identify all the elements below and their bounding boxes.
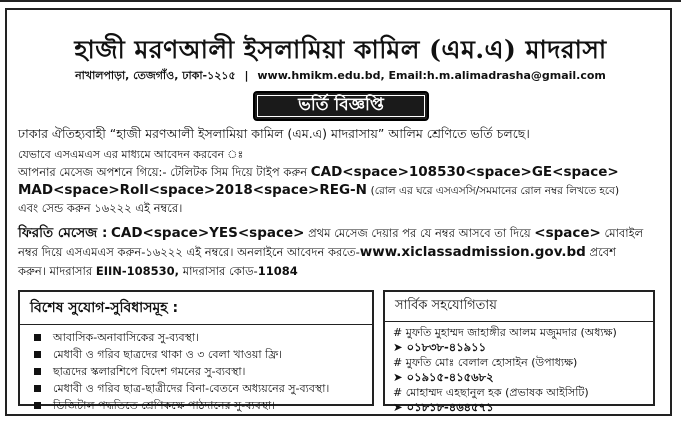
reply-space-token: <space> [534, 225, 601, 241]
sms-code-part-1: CAD<space>108530<space>GE<space> [310, 164, 619, 180]
contacts-list [385, 322, 653, 415]
facilities-heading: বিশেষ সুযোগ-সুবিধাসমূহ : [30, 300, 179, 316]
madrasa-code: 11084 [257, 264, 298, 278]
square-bullet-icon [34, 402, 41, 409]
square-bullet-icon [34, 334, 41, 341]
madrasa-title: হাজী মরণআলী ইসলামিয়া কামিল (এম.এ) মাদরাসা [74, 35, 607, 64]
list-item [34, 363, 372, 380]
cooperation-heading: সার্বিক সহযোগিতায় [395, 298, 497, 313]
facility-text: মেধাবী ও গরিব ছাত্রদের থাকা ও ৩ বেলা খাওয়া ফ্রি। [53, 348, 283, 361]
address-text: নাখালপাড়া, তেজগাঁও, ঢাকা-১২১৫ [75, 69, 236, 82]
website-link[interactable]: www.hmikm.edu.bd, [257, 69, 385, 82]
sms-roll-note: (রোল এর ঘরে এসএসসি/সমমানের রোল নম্বর লিখতে হবে) [370, 185, 620, 197]
admission-banner [253, 91, 429, 121]
intro-line: ঢাকার ঐতিহ্যবাহী “হাজী মরণআলী ইসলামিয়া কামিল (এম.এ) মাদরাসায়” আলিম শ্রেণিতে ভর্তি চলছে। [18, 126, 530, 141]
facility-text: ছাত্রদের স্কলারশিপে বিদেশ গমনের সু-ব্যবস্থা। [53, 365, 246, 378]
email-link[interactable]: Email:h.m.alimadrasha@gmail.com [388, 69, 606, 82]
list-item [34, 346, 372, 363]
square-bullet-icon [34, 385, 41, 392]
separator: | [244, 69, 249, 82]
contact-name: # মুফতি মোঃ বেলাল হোসাইন (উপাধ্যক্ষ) [393, 356, 578, 369]
facility-text: আবাসিক-অনাবাসিকের সু-ব্যবস্থা। [53, 331, 199, 344]
reply-label: ফিরতি মেসেজ : [18, 225, 108, 241]
reply-line-2 [18, 243, 658, 261]
facilities-divider [20, 324, 372, 325]
top-border-line [0, 0, 681, 2]
sms-heading: যেভাবে এসএমএস এর মাধ্যমে আবেদন করবেন ঃ [18, 148, 244, 161]
contact-phone: ➤ ০১৯১৫-৪১৫৬৮২ [393, 370, 494, 384]
eiin-number: EIIN-108530, [95, 264, 180, 278]
banner-label: ভর্তি বিজ্ঞপ্তি [298, 95, 384, 115]
contact-name: # মুফতি মুহাম্মদ জাহাঙ্গীর আলম মজুমদার (অধ্যক্ষ) [393, 326, 617, 339]
madrasa-label: করুন। মাদরাসার [18, 264, 93, 278]
facilities-box [18, 290, 374, 412]
online-apply-text: নম্বর দিয়ে এসএমএস করুন-১৬২২২ এই নম্বরে। অনলাইনে আবেদন করতে- [18, 245, 360, 259]
sms-line-1 [18, 163, 658, 181]
contact-name: # মোহাম্মদ এহছানুল হক (প্রভাষক আইসিটি) [393, 386, 589, 399]
reply-line-1 [18, 224, 658, 242]
contact-subline [0, 67, 681, 86]
madrasa-code-label: মাদরাসার কোড- [182, 264, 258, 278]
facilities-list [20, 329, 372, 414]
reply-line-3 [18, 262, 658, 280]
list-item [34, 397, 372, 414]
enter-word: প্রবেশ [589, 245, 616, 259]
reply-mobile-word: মোবাইল [604, 226, 644, 240]
facility-text: ডিজিটাল পদ্ধতিতে শ্রেণিকক্ষে পাঠদানের সু-ব্যবস্থা। [53, 399, 276, 412]
square-bullet-icon [34, 368, 41, 375]
cooperation-box [383, 290, 655, 414]
sms-line-1-text: আপনার মেসেজ অপশনে গিয়ে:- টেলিটক সিম দিয়ে টাইপ করুন [18, 165, 308, 179]
contact-phone: ➤ ০১৮১৮-৪৬৪৫৭১ [393, 400, 494, 414]
facility-text: মেধাবী ও গরিব ছাত্র-ছাত্রীদের বিনা-বেতনে অধ্যয়নের সু-ব্যবস্থা। [53, 382, 330, 395]
reply-instruction: প্রথম মেসেজ দেয়ার পর যে নম্বর আসবে তা দিয়ে [308, 226, 531, 240]
square-bullet-icon [34, 351, 41, 358]
reply-code: CAD<space>YES<space> [111, 225, 305, 241]
admission-url-link[interactable]: www.xiclassadmission.gov.bd [359, 244, 586, 260]
sms-code-part-2: MAD<space>Roll<space>2018<space>REG-N [18, 182, 367, 198]
sms-line-3: এবং সেন্ড করুন ১৬২২২ এই নম্বরে। [18, 201, 183, 215]
sms-line-2 [18, 181, 658, 200]
list-item [34, 380, 372, 397]
list-item [34, 329, 372, 346]
contact-phone: ➤ ০১৮৩৮-৪১৯১১ [393, 340, 487, 354]
